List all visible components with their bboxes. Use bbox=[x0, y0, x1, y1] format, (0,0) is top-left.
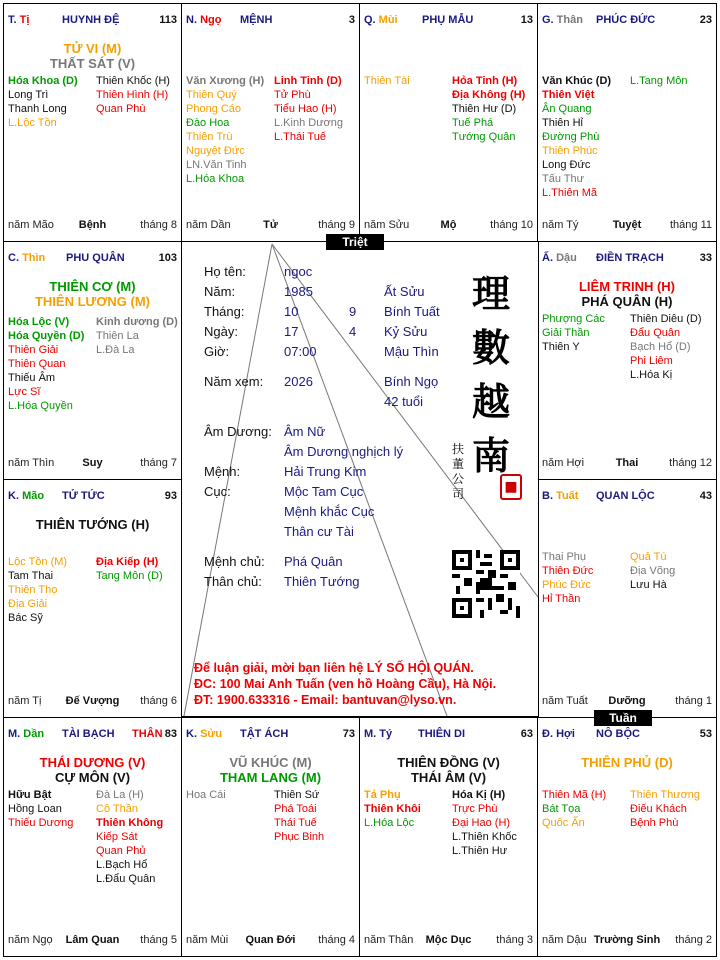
minor-star: L.Đẩu Quân bbox=[96, 873, 156, 885]
minor-star: Thiên Đức bbox=[542, 565, 594, 577]
triet-bar: Triệt bbox=[326, 234, 384, 250]
stars-right-column bbox=[630, 788, 700, 830]
palace-dai-han-number: 93 bbox=[164, 490, 177, 502]
menh-chu-label: Mệnh chủ: bbox=[204, 554, 265, 569]
stars-right-column bbox=[96, 555, 163, 583]
major-star: VŨ KHÚC (M) bbox=[229, 755, 312, 770]
palace-name: HUYNH ĐỆ bbox=[62, 14, 120, 26]
major-star: THIÊN CƠ (M) bbox=[49, 279, 136, 294]
minor-star: Thiên Hư (D) bbox=[452, 103, 517, 115]
minor-star: Quốc Ấn bbox=[542, 817, 585, 829]
menh-value: Hải Trung Kim bbox=[284, 464, 367, 479]
palace-header bbox=[8, 728, 177, 742]
minor-star: Thiếu Âm bbox=[8, 372, 56, 384]
minor-star: L.Hóa Quyền bbox=[8, 400, 73, 412]
minor-star: Thiên Khôi bbox=[364, 803, 421, 815]
ngay-value: 17 bbox=[284, 324, 299, 339]
minor-star: Văn Khúc (D) bbox=[542, 75, 612, 87]
calligraphy-char-3: 越 bbox=[472, 379, 511, 424]
minor-star: Thiên Phúc bbox=[542, 145, 598, 157]
minor-star: L.Đà La bbox=[96, 344, 135, 356]
minor-star: Thiên Diêu (D) bbox=[630, 313, 702, 325]
trang-sinh-stage: Lâm Quan bbox=[65, 934, 120, 946]
minor-star: L.Bạch Hổ bbox=[96, 859, 148, 871]
month-label: tháng 10 bbox=[490, 219, 533, 231]
minor-star: Tướng Quân bbox=[452, 131, 516, 143]
tieu-han-year: năm Ngọ bbox=[8, 934, 53, 946]
minor-star: Địa Không (H) bbox=[452, 89, 526, 101]
palace-header bbox=[542, 490, 712, 504]
minor-star: Phong Cáo bbox=[186, 103, 242, 115]
than-chu-value: Thiên Tướng bbox=[284, 574, 360, 589]
palace-mui[interactable] bbox=[359, 3, 538, 242]
month-label: tháng 2 bbox=[675, 934, 712, 946]
minor-star: Đào Hoa bbox=[186, 117, 230, 129]
palace-name: THIÊN DI bbox=[418, 728, 466, 740]
minor-star: Giải Thần bbox=[542, 327, 590, 339]
center-info-panel bbox=[181, 241, 539, 717]
contact-line-3: ĐT: 1900.633316 - Email: bantuvan@lyso.vn. bbox=[194, 693, 457, 707]
minor-star: Thiên Mã (H) bbox=[542, 789, 607, 801]
palace-name: PHỤ MẪU bbox=[422, 14, 474, 26]
minor-star: Đường Phù bbox=[542, 131, 600, 143]
palace-dai-han-number: 103 bbox=[158, 252, 177, 264]
nam-xem-value: 2026 bbox=[284, 374, 313, 389]
minor-star: Thiên Quý bbox=[186, 89, 237, 101]
minor-star: Hóa Lộc (V) bbox=[8, 316, 70, 328]
minor-star: Bệnh Phù bbox=[630, 817, 679, 829]
menh-label: Mệnh: bbox=[204, 464, 241, 479]
palace-can-chi: K. Mão bbox=[8, 490, 45, 502]
tieu-han-year: năm Tý bbox=[542, 219, 579, 231]
palace-footer bbox=[8, 457, 177, 471]
than-chu-label: Thân chủ: bbox=[204, 574, 262, 589]
palace-dai-han-number: 33 bbox=[699, 252, 712, 264]
thang-value: 10 bbox=[284, 304, 299, 319]
nam-label: Năm: bbox=[204, 284, 236, 299]
tieu-han-year: năm Mão bbox=[8, 219, 54, 231]
month-label: tháng 12 bbox=[669, 457, 712, 469]
minor-star: Cô Thần bbox=[96, 803, 138, 815]
palace-hoi[interactable] bbox=[537, 717, 717, 957]
palace-can-chi: K. Sửu bbox=[186, 728, 223, 740]
thang-can-chi: Bính Tuất bbox=[384, 304, 440, 319]
minor-star: Thiên Giải bbox=[8, 344, 59, 356]
palace-dai-han-number: 3 bbox=[348, 14, 355, 26]
minor-star: Thái Tuế bbox=[274, 817, 317, 829]
palace-can-chi: Đ. Hợi bbox=[542, 728, 575, 740]
minor-star: Thiếu Dương bbox=[8, 817, 74, 829]
palace-name: QUAN LỘC bbox=[596, 490, 655, 502]
palace-footer bbox=[364, 219, 533, 233]
minor-star: Ân Quang bbox=[542, 103, 592, 115]
stars-right-column bbox=[630, 74, 687, 88]
month-label: tháng 5 bbox=[140, 934, 177, 946]
contact-line-1: Để luận giải, mời bạn liên hệ LÝ SỐ HỘI QUÁN. bbox=[194, 661, 474, 675]
minor-star: L.Thái Tuế bbox=[274, 131, 326, 143]
month-label: tháng 8 bbox=[140, 219, 177, 231]
major-star: THÁI DƯƠNG (V) bbox=[39, 755, 146, 770]
stars-right-column bbox=[630, 550, 675, 592]
stars-left-column bbox=[542, 74, 611, 200]
am-duong-note: Âm Dương nghịch lý bbox=[284, 444, 404, 459]
minor-star: Long Đức bbox=[542, 159, 591, 171]
cuc-note-2: Thân cư Tài bbox=[284, 524, 354, 539]
stars-right-column bbox=[452, 788, 517, 858]
minor-star: Thiên Thương bbox=[630, 789, 701, 801]
palace-footer bbox=[8, 219, 177, 233]
minor-star: Phục Binh bbox=[274, 831, 325, 843]
calligraphy-char-1: 理 bbox=[472, 271, 511, 316]
minor-star: Bạch Hổ (D) bbox=[630, 341, 691, 353]
minor-star: Hỉ Thần bbox=[542, 593, 581, 605]
month-label: tháng 4 bbox=[318, 934, 355, 946]
cuc-label: Cục: bbox=[204, 484, 231, 499]
minor-star: L.Hóa Khoa bbox=[186, 173, 245, 185]
stars-right-column bbox=[96, 74, 170, 116]
palace-dau[interactable] bbox=[537, 241, 717, 480]
palace-name: MỆNH bbox=[240, 14, 273, 26]
month-label: tháng 6 bbox=[140, 695, 177, 707]
month-label: tháng 11 bbox=[669, 219, 712, 231]
minor-star: Thiên Sứ bbox=[274, 789, 320, 801]
minor-star: Quả Tú bbox=[630, 551, 667, 563]
minor-star: Hóa Khoa (D) bbox=[8, 75, 78, 87]
nam-value: 1985 bbox=[284, 284, 313, 299]
palace-footer bbox=[8, 695, 177, 709]
palace-footer bbox=[542, 219, 712, 233]
minor-star: Trực Phù bbox=[452, 803, 498, 815]
minor-star: Quan Phủ bbox=[96, 845, 146, 857]
month-label: tháng 7 bbox=[140, 457, 177, 469]
thang-am-lich: 9 bbox=[349, 304, 357, 319]
minor-star: L.Thiên Khốc bbox=[452, 831, 517, 843]
cuc-value: Mộc Tam Cục bbox=[284, 484, 364, 499]
palace-can-chi: Q. Mùi bbox=[364, 14, 398, 26]
than-marker: THÂN bbox=[132, 728, 163, 740]
palace-tuat[interactable] bbox=[537, 479, 717, 718]
trang-sinh-stage: Dưỡng bbox=[608, 695, 646, 707]
palace-footer bbox=[542, 457, 712, 471]
palace-footer bbox=[186, 934, 355, 948]
palace-can-chi: Ấ. Dậu bbox=[542, 252, 577, 264]
stars-left-column bbox=[186, 74, 264, 186]
minor-star: L.Kinh Dương bbox=[274, 117, 344, 129]
thang-label: Tháng: bbox=[204, 304, 245, 319]
palace-thin[interactable] bbox=[3, 241, 182, 480]
minor-star: Quan Phù bbox=[96, 103, 146, 115]
palace-dai-han-number: 63 bbox=[520, 728, 533, 740]
palace-header bbox=[186, 14, 355, 28]
minor-star: Tấu Thư bbox=[542, 173, 585, 185]
calligraphy-char-4: 南 bbox=[472, 433, 511, 478]
palace-footer bbox=[364, 934, 533, 948]
stars-left-column bbox=[8, 788, 73, 830]
palace-can-chi: B. Tuất bbox=[542, 490, 579, 502]
cuc-note-1: Mệnh khắc Cục bbox=[284, 504, 375, 519]
tieu-han-year: năm Tuất bbox=[542, 695, 588, 707]
minor-star: Thanh Long bbox=[8, 103, 67, 115]
nam-xem-can-chi: Bính Ngọ bbox=[384, 374, 439, 389]
palace-can-chi: M. Tý bbox=[364, 728, 393, 740]
stars-right-column bbox=[96, 315, 178, 357]
palace-dai-han-number: 73 bbox=[342, 728, 355, 740]
small-seal-text: 扶 董 公 司 bbox=[452, 442, 465, 501]
trang-sinh-stage: Mộ bbox=[440, 219, 457, 231]
minor-star: Thiên La bbox=[96, 330, 139, 342]
major-star: THIÊN TƯỚNG (H) bbox=[35, 517, 150, 532]
palace-tyy[interactable] bbox=[359, 717, 538, 957]
palace-name: PHU QUÂN bbox=[66, 252, 125, 264]
palace-dai-han-number: 83 bbox=[164, 728, 177, 740]
stars-right-column bbox=[96, 788, 163, 886]
minor-star: Nguyệt Đức bbox=[186, 145, 245, 157]
tieu-han-year: năm Mùi bbox=[186, 934, 229, 946]
red-seal-stamp: ■ bbox=[500, 474, 522, 500]
stars-right-column bbox=[274, 788, 324, 844]
palace-suu[interactable] bbox=[181, 717, 360, 957]
palace-name: PHÚC ĐỨC bbox=[596, 14, 656, 26]
minor-star: Phúc Đức bbox=[542, 579, 591, 591]
palace-header bbox=[364, 728, 533, 742]
palace-can-chi: G. Thân bbox=[542, 14, 583, 26]
ngay-can-chi: Kỷ Sửu bbox=[384, 324, 428, 339]
month-label: tháng 9 bbox=[318, 219, 355, 231]
minor-star: L.Tang Môn bbox=[630, 75, 688, 87]
stars-left-column bbox=[542, 550, 593, 606]
palace-dai-han-number: 113 bbox=[159, 14, 177, 26]
minor-star: Thiên Tài bbox=[364, 75, 410, 87]
palace-dai-han-number: 13 bbox=[520, 14, 533, 26]
palace-name: TÀI BẠCH bbox=[62, 728, 115, 740]
minor-star: Thai Phụ bbox=[542, 551, 587, 563]
trang-sinh-stage: Mộc Dục bbox=[425, 934, 472, 946]
minor-star: Long Trì bbox=[8, 89, 49, 101]
minor-star: Thiên Việt bbox=[542, 89, 595, 101]
minor-star: Thiên Không bbox=[96, 817, 164, 829]
tuan-bar: Tuần bbox=[594, 710, 652, 726]
calligraphy-char-2: 數 bbox=[472, 325, 511, 370]
tieu-han-year: năm Tị bbox=[8, 695, 42, 707]
ho-ten-value: ngoc bbox=[284, 264, 313, 279]
stars-left-column bbox=[186, 788, 226, 802]
minor-star: Thiên Hình (H) bbox=[96, 89, 169, 101]
minor-star: Hồng Loan bbox=[8, 803, 62, 815]
palace-dai-han-number: 53 bbox=[699, 728, 712, 740]
trang-sinh-stage: Tuyệt bbox=[612, 219, 642, 231]
palace-footer bbox=[542, 695, 712, 709]
minor-star: L.Hóa Lộc bbox=[364, 817, 415, 829]
ho-ten-label: Họ tên: bbox=[204, 264, 246, 279]
palace-header bbox=[542, 728, 712, 742]
minor-star: Tang Môn (D) bbox=[96, 570, 163, 582]
stars-right-column bbox=[452, 74, 525, 144]
minor-star: Hóa Quyền (D) bbox=[8, 330, 85, 342]
major-star: PHÁ QUÂN (H) bbox=[581, 294, 673, 309]
tieu-han-year: năm Hợi bbox=[542, 457, 585, 469]
major-star: THIÊN PHỦ (D) bbox=[581, 755, 673, 770]
major-star: LIÊM TRINH (H) bbox=[578, 279, 676, 294]
minor-star: Lộc Tồn (M) bbox=[8, 556, 68, 568]
minor-star: Văn Xương (H) bbox=[186, 75, 265, 87]
gio-value: 07:00 bbox=[284, 344, 317, 359]
stars-left-column bbox=[542, 312, 605, 354]
minor-star: Tử Phù bbox=[274, 89, 311, 101]
palace-can-chi: T. Tị bbox=[8, 14, 30, 26]
minor-star: Hoa Cái bbox=[186, 789, 226, 801]
minor-star: Địa Võng bbox=[630, 565, 676, 577]
minor-star: Phi Liêm bbox=[630, 355, 673, 367]
minor-star: Tuế Phá bbox=[452, 117, 494, 129]
minor-star: Tam Thai bbox=[8, 570, 54, 582]
am-duong-value: Âm Nữ bbox=[284, 424, 326, 439]
minor-star: Phá Toái bbox=[274, 803, 317, 815]
palace-dai-han-number: 43 bbox=[699, 490, 712, 502]
nam-xem-label: Năm xem: bbox=[204, 374, 264, 389]
minor-star: Điếu Khách bbox=[630, 803, 687, 815]
palace-name: NÔ BỘC bbox=[596, 728, 640, 740]
stars-right-column bbox=[274, 74, 343, 144]
minor-star: Hỏa Tinh (H) bbox=[452, 75, 518, 87]
tieu-han-year: năm Sửu bbox=[364, 219, 410, 231]
minor-star: L.Thiên Mã bbox=[542, 187, 598, 199]
minor-star: L.Thiên Hư bbox=[452, 845, 508, 857]
minor-star: Lực Sĩ bbox=[8, 386, 41, 398]
trang-sinh-stage: Tử bbox=[263, 219, 278, 231]
stars-left-column bbox=[8, 555, 67, 625]
tieu-han-year: năm Dần bbox=[186, 219, 231, 231]
palace-footer bbox=[8, 934, 177, 948]
stars-right-column bbox=[630, 312, 702, 382]
palace-header bbox=[8, 14, 177, 28]
minor-star: Phượng Các bbox=[542, 313, 605, 325]
tieu-han-year: năm Dậu bbox=[542, 934, 587, 946]
minor-star: Thiên Khốc (H) bbox=[96, 75, 170, 87]
stars-left-column bbox=[364, 74, 410, 88]
month-label: tháng 1 bbox=[675, 695, 712, 707]
month-label: tháng 3 bbox=[496, 934, 533, 946]
palace-ngo[interactable] bbox=[181, 3, 360, 242]
major-star: THẤT SÁT (V) bbox=[49, 56, 136, 71]
palace-dan[interactable] bbox=[3, 717, 182, 957]
minor-star: Đà La (H) bbox=[96, 789, 144, 801]
nam-can-chi: Ất Sửu bbox=[384, 284, 425, 299]
minor-star: Hóa Kị (H) bbox=[452, 789, 506, 801]
minor-star: Tả Phụ bbox=[364, 789, 401, 801]
palace-footer bbox=[186, 219, 355, 233]
palace-can-chi: M. Dần bbox=[8, 728, 45, 740]
stars-left-column bbox=[8, 74, 78, 130]
minor-star: Lưu Hà bbox=[630, 579, 667, 591]
major-star: THAM LANG (M) bbox=[219, 770, 322, 785]
minor-star: Bát Tọa bbox=[542, 803, 581, 815]
palace-mao[interactable] bbox=[3, 479, 182, 718]
major-star: CỰ MÔN (V) bbox=[54, 770, 131, 785]
ngay-am-lich: 4 bbox=[349, 324, 357, 339]
palace-than[interactable] bbox=[537, 3, 717, 242]
minor-star: Thiên Y bbox=[542, 341, 580, 353]
minor-star: Thiên Hỉ bbox=[542, 117, 583, 129]
qr-code[interactable] bbox=[452, 550, 520, 618]
menh-chu-value: Phá Quân bbox=[284, 554, 343, 569]
minor-star: Thiên Trù bbox=[186, 131, 233, 143]
minor-star: Đẩu Quân bbox=[630, 327, 681, 339]
stars-left-column bbox=[542, 788, 606, 830]
trang-sinh-stage: Trường Sinh bbox=[593, 934, 661, 946]
palace-header bbox=[542, 252, 712, 266]
minor-star: Địa Giải bbox=[8, 598, 48, 610]
minor-star: Thiên Thọ bbox=[8, 584, 58, 596]
minor-star: L.Hóa Kị bbox=[630, 369, 673, 381]
major-star: TỬ VI (M) bbox=[63, 41, 122, 56]
minor-star: LN.Văn Tinh bbox=[186, 159, 247, 171]
gio-label: Giờ: bbox=[204, 344, 230, 359]
stars-left-column bbox=[364, 788, 421, 830]
tuoi-value: 42 tuổi bbox=[384, 394, 424, 409]
minor-star: Thiên Quan bbox=[8, 358, 66, 370]
gio-can-chi: Mậu Thìn bbox=[384, 344, 439, 359]
trang-sinh-stage: Bệnh bbox=[78, 219, 107, 231]
trang-sinh-stage: Suy bbox=[82, 457, 103, 469]
minor-star: Hữu Bật bbox=[8, 789, 52, 801]
minor-star: Bác Sỹ bbox=[8, 612, 43, 624]
palace-ty[interactable] bbox=[3, 3, 182, 242]
minor-star: Linh Tinh (D) bbox=[274, 75, 342, 87]
minor-star: Đại Hao (H) bbox=[452, 817, 511, 829]
stars-left-column bbox=[8, 315, 84, 413]
palace-dai-han-number: 23 bbox=[699, 14, 712, 26]
palace-can-chi: N. Ngọ bbox=[186, 14, 222, 26]
palace-header bbox=[542, 14, 712, 28]
am-duong-label: Âm Dương: bbox=[204, 424, 272, 439]
minor-star: Địa Kiếp (H) bbox=[96, 556, 159, 568]
palace-footer bbox=[542, 934, 712, 948]
palace-name: ĐIỀN TRẠCH bbox=[596, 252, 664, 264]
ngay-label: Ngày: bbox=[204, 324, 238, 339]
trang-sinh-stage: Đế Vượng bbox=[65, 695, 120, 707]
major-star: THIÊN LƯƠNG (M) bbox=[34, 294, 151, 309]
palace-header bbox=[364, 14, 533, 28]
palace-name: TỬ TỨC bbox=[62, 490, 105, 502]
trang-sinh-stage: Quan Đới bbox=[245, 934, 296, 946]
palace-name: TẬT ÁCH bbox=[240, 728, 289, 740]
palace-header bbox=[8, 252, 177, 266]
contact-line-2: ĐC: 100 Mai Anh Tuấn (ven hồ Hoàng Cầu), Hà Nội. bbox=[194, 677, 497, 691]
palace-header bbox=[186, 728, 355, 742]
minor-star: Tiểu Hao (H) bbox=[274, 103, 337, 115]
minor-star: L.Lộc Tồn bbox=[8, 117, 57, 129]
palace-can-chi: C. Thìn bbox=[8, 252, 46, 264]
palace-header bbox=[8, 490, 177, 504]
minor-star: Kinh dương (D) bbox=[96, 316, 178, 328]
tieu-han-year: năm Thân bbox=[364, 934, 414, 946]
trang-sinh-stage: Thai bbox=[615, 457, 639, 469]
major-star: THIÊN ĐỒNG (V) bbox=[397, 755, 500, 770]
major-star: THÁI ÂM (V) bbox=[410, 770, 487, 785]
tieu-han-year: năm Thìn bbox=[8, 457, 55, 469]
minor-star: Kiếp Sát bbox=[96, 831, 138, 843]
